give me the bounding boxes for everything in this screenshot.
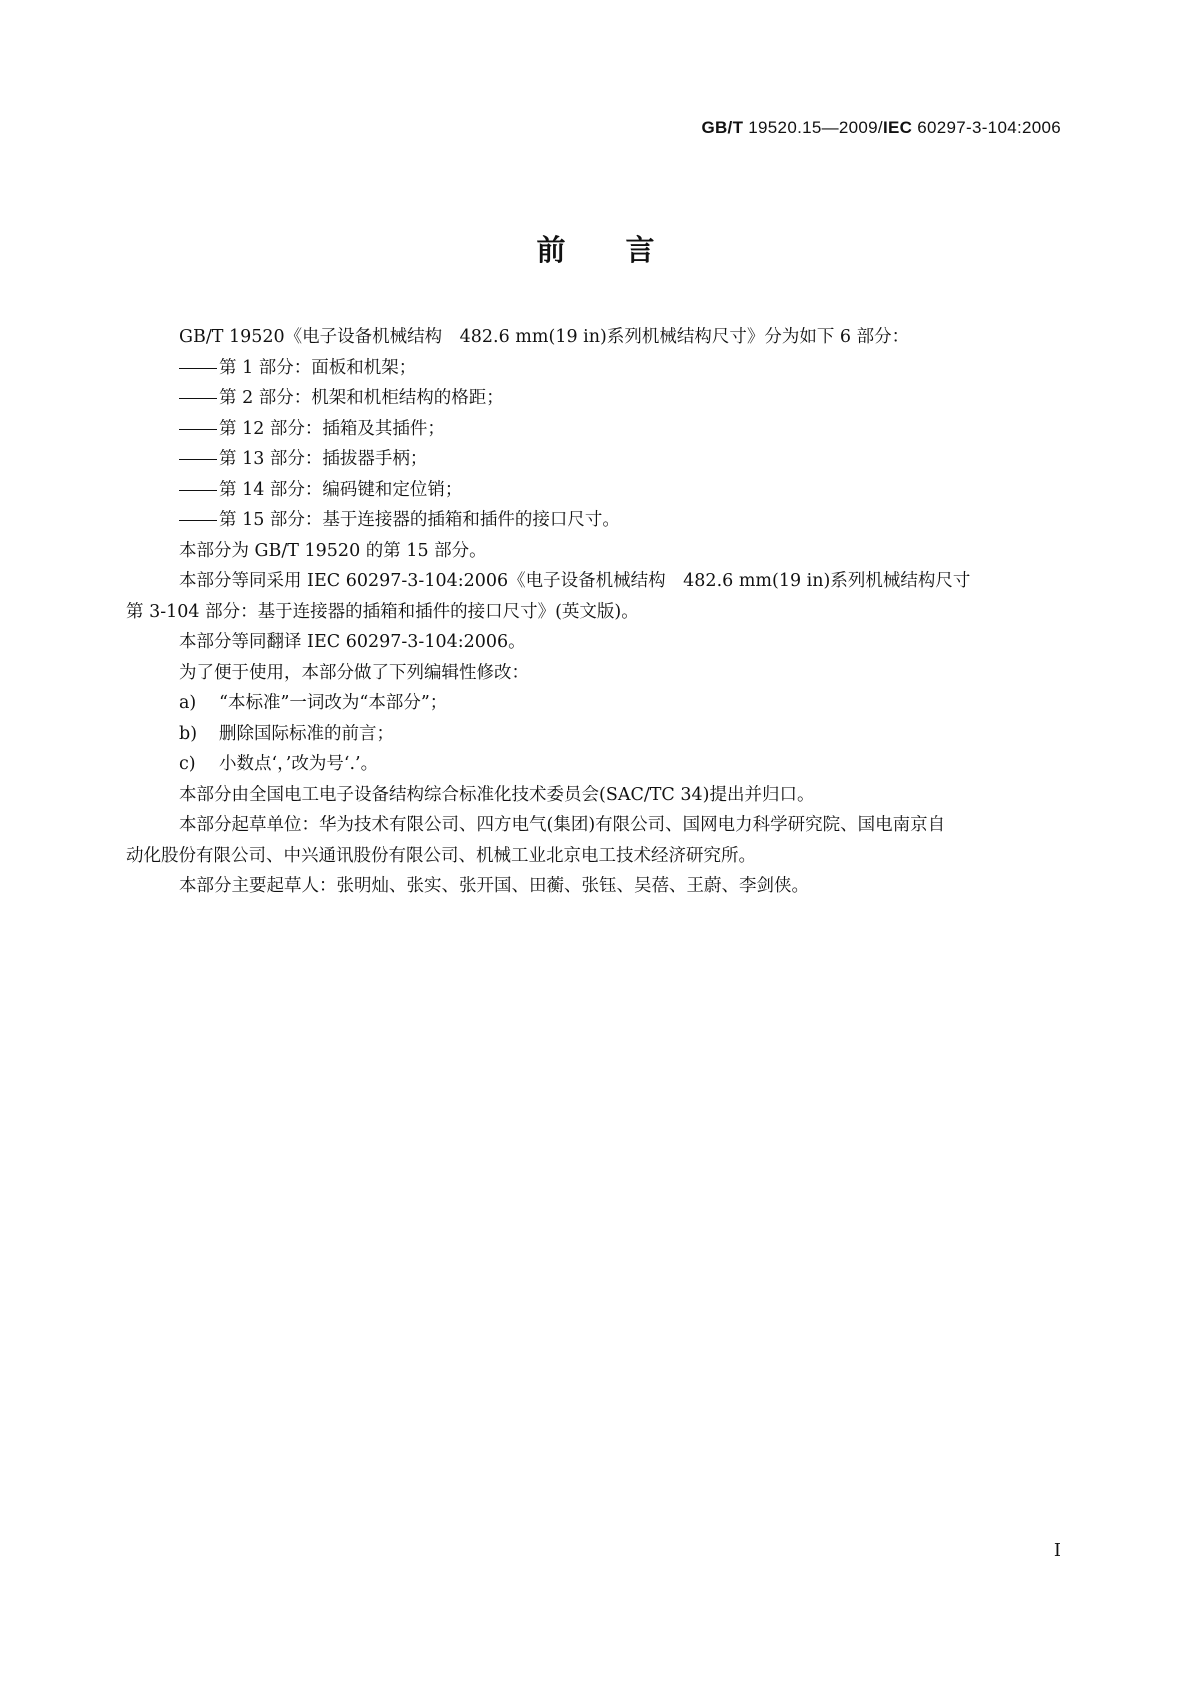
- paragraph-drafters: 本部分主要起草人：张明灿、张实、张开国、田蘅、张钰、吴蓓、王蔚、李剑侠。: [179, 876, 809, 896]
- edit-item-text: 小数点‘，’改为号‘.’。: [219, 754, 379, 774]
- standard-code-iec: IEC: [882, 118, 913, 137]
- list-item-part-13: 第 13 部分：插拔器手柄；: [126, 444, 1066, 475]
- edit-item-marker: a): [179, 693, 197, 713]
- list-item-part-2: 第 2 部分：机架和机柜结构的格距；: [126, 383, 1066, 414]
- edit-item-text: 删除国际标准的前言；: [219, 723, 394, 744]
- paragraph-edits-intro: 为了便于使用，本部分做了下列编辑性修改：: [179, 662, 529, 683]
- edit-item-marker: b): [179, 723, 198, 744]
- edit-item-a: [126, 688, 1066, 719]
- list-item-part-14: 第 14 部分：编码键和定位销；: [126, 475, 1066, 506]
- paragraph-drafting-units-continued: 动化股份有限公司、中兴通讯股份有限公司、机械工业北京电工技术经济研究所。: [126, 845, 756, 866]
- paragraph-drafting-units: 本部分起草单位：华为技术有限公司、四方电气(集团)有限公司、国网电力科学研究院、国电南京自: [179, 815, 946, 835]
- paragraph-translation: 本部分等同翻译 IEC 60297-3-104:2006。: [179, 632, 526, 652]
- standard-code-iec-number: 60297-3-104:2006: [917, 118, 1061, 137]
- standard-code-number: 19520.15—2009/: [748, 118, 883, 137]
- list-item-part-12: 第 12 部分：插箱及其插件；: [126, 414, 1066, 445]
- paragraph-adoption: 本部分等同采用 IEC 60297-3-104:2006《电子设备机械结构 482.6 mm(19 in)系列机械结构尺寸: [179, 571, 971, 591]
- edit-item-marker: c): [179, 754, 196, 774]
- paragraph-this-part: 本部分为 GB/T 19520 的第 15 部分。: [179, 540, 487, 561]
- paragraph-adoption-continued: 第 3-104 部分：基于连接器的插箱和插件的接口尺寸》(英文版)。: [126, 601, 639, 622]
- foreword-body: [126, 322, 1066, 902]
- edit-item-text: “本标准”一词改为“本部分”；: [219, 693, 448, 713]
- paragraph-proposed-by: 本部分由全国电工电子设备结构综合标准化技术委员会(SAC/TC 34)提出并归口。: [179, 784, 815, 805]
- paragraph-parts-intro: GB/T 19520《电子设备机械结构 482.6 mm(19 in)系列机械结构尺寸》分为如下 6 部分：: [179, 327, 910, 347]
- edit-item-b: [126, 719, 1066, 750]
- page-title: 前言: [536, 233, 715, 267]
- standard-code-header: [701, 118, 1061, 138]
- list-item-part-1: 第 1 部分：面板和机架；: [126, 353, 1066, 384]
- page-number: I: [1053, 1540, 1061, 1561]
- standard-code-prefix: GB/T: [701, 118, 744, 137]
- edit-item-c: [126, 749, 1066, 780]
- list-item-part-15: 第 15 部分：基于连接器的插箱和插件的接口尺寸。: [126, 505, 1066, 536]
